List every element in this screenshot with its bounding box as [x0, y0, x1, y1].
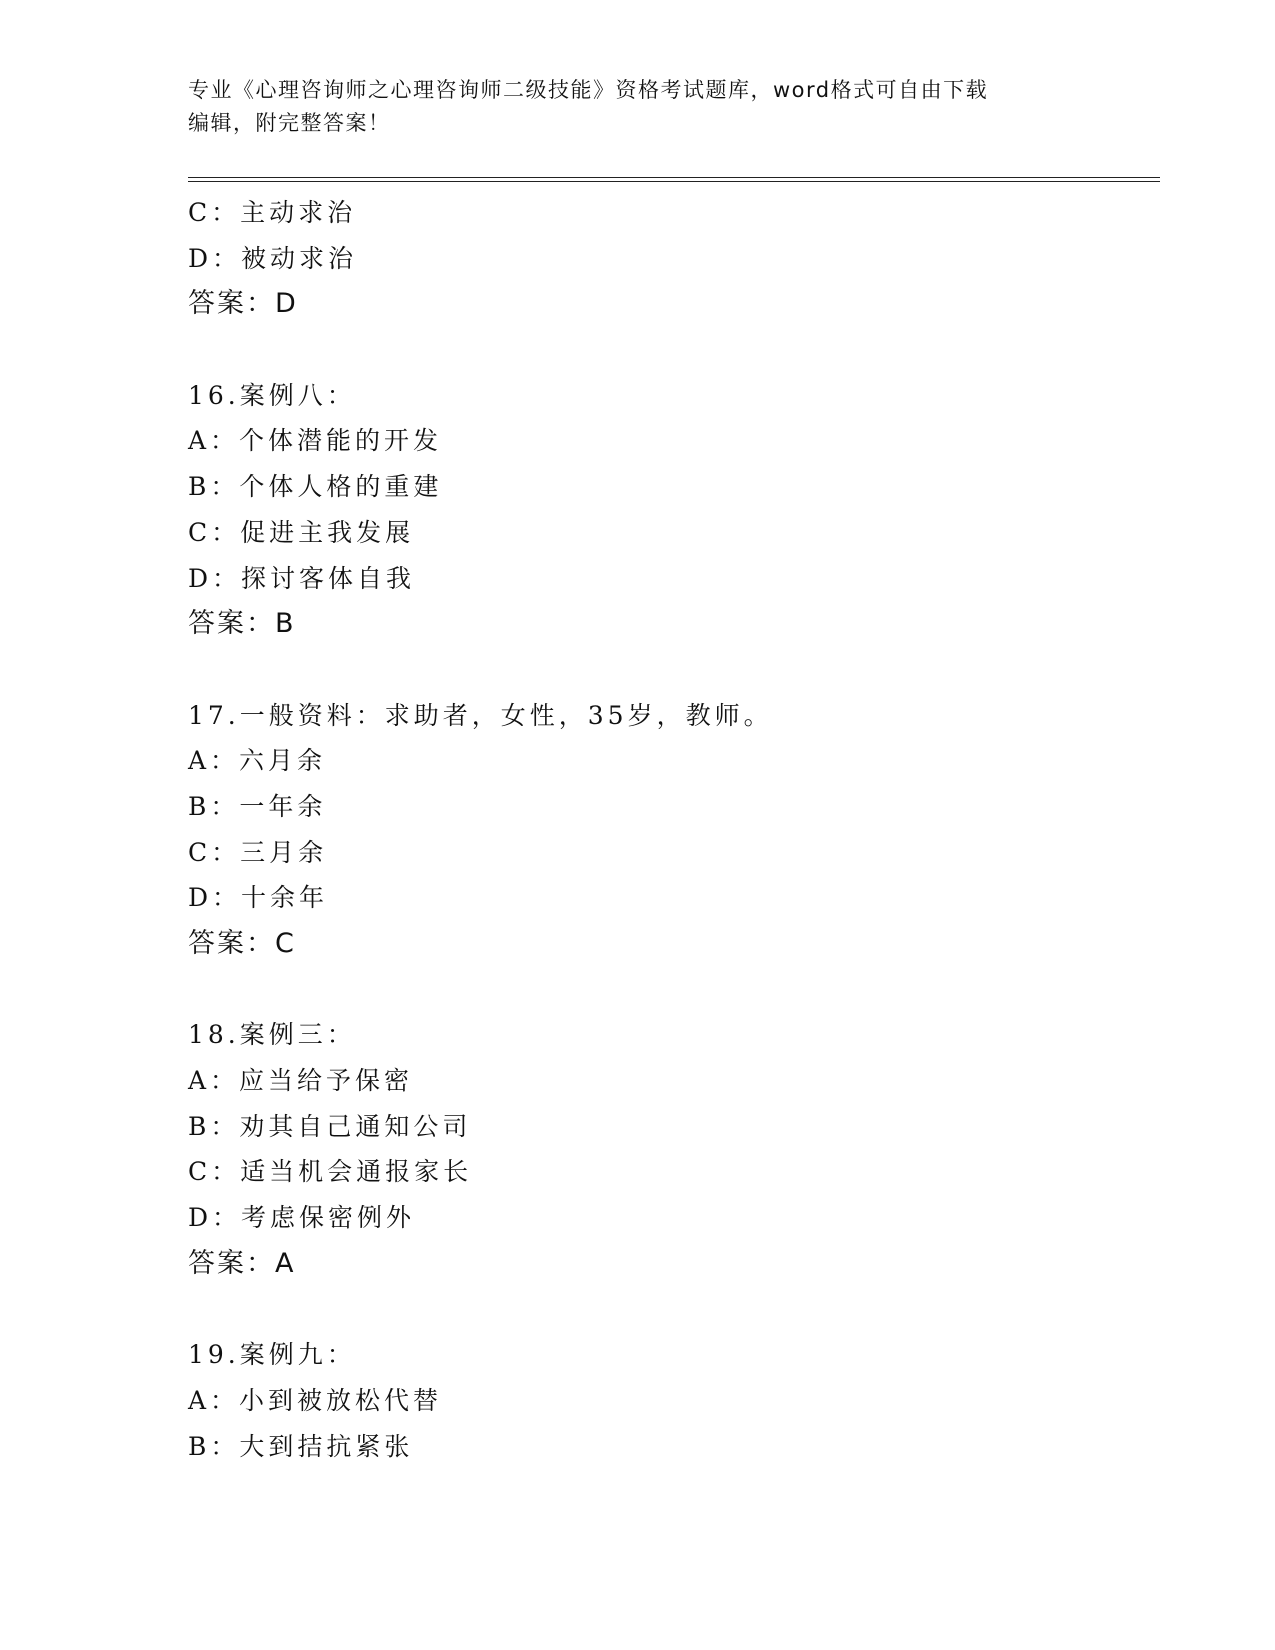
option-b: B：个体人格的重建 [188, 472, 443, 502]
option-b: B：一年余 [188, 791, 327, 821]
question-block-16 [188, 373, 1088, 647]
header-rule-top [188, 177, 1160, 178]
question-list [188, 190, 1088, 1469]
question-block-17 [188, 693, 1088, 967]
option-d: D：十余年 [188, 883, 329, 913]
question-block-18 [188, 1012, 1088, 1286]
header-line-1: 专业《心理咨询师之心理咨询师二级技能》资格考试题库，word格式可自由下载 [188, 78, 989, 102]
answer-line: 答案：B [188, 608, 296, 640]
option-c: C：三月余 [188, 837, 328, 867]
option-a: A：小到被放松代替 [188, 1385, 443, 1415]
question-stem: 16.案例八： [188, 380, 356, 410]
question-block-19 [188, 1332, 1088, 1469]
option-d: D：被动求治 [188, 243, 358, 273]
option-c: C：主动求治 [188, 198, 357, 227]
question-block-15 [188, 190, 1088, 327]
option-b: B：劝其自己通知公司 [188, 1111, 472, 1141]
answer-line: 答案：C [188, 928, 296, 959]
option-c: C：促进主我发展 [188, 517, 415, 547]
option-d: D：考虑保密例外 [188, 1203, 416, 1233]
header-rule-bottom [188, 181, 1160, 182]
question-stem: 17.一般资料：求助者，女性，35岁，教师。 [188, 700, 773, 730]
option-d: D：探讨客体自我 [188, 563, 416, 593]
document-header [188, 74, 1088, 140]
option-a: A：个体潜能的开发 [188, 426, 443, 456]
option-a: A：应当给予保密 [188, 1066, 414, 1096]
answer-line: 答案：D [188, 288, 298, 320]
option-a: A：六月余 [188, 746, 327, 776]
header-line-2: 编辑，附完整答案！ [188, 111, 391, 135]
question-stem: 19.案例九： [188, 1340, 356, 1370]
option-b: B：大到拮抗紧张 [188, 1431, 414, 1461]
question-stem: 18.案例三： [188, 1020, 356, 1050]
option-c: C：适当机会通报家长 [188, 1157, 473, 1187]
answer-line: 答案：A [188, 1247, 296, 1279]
